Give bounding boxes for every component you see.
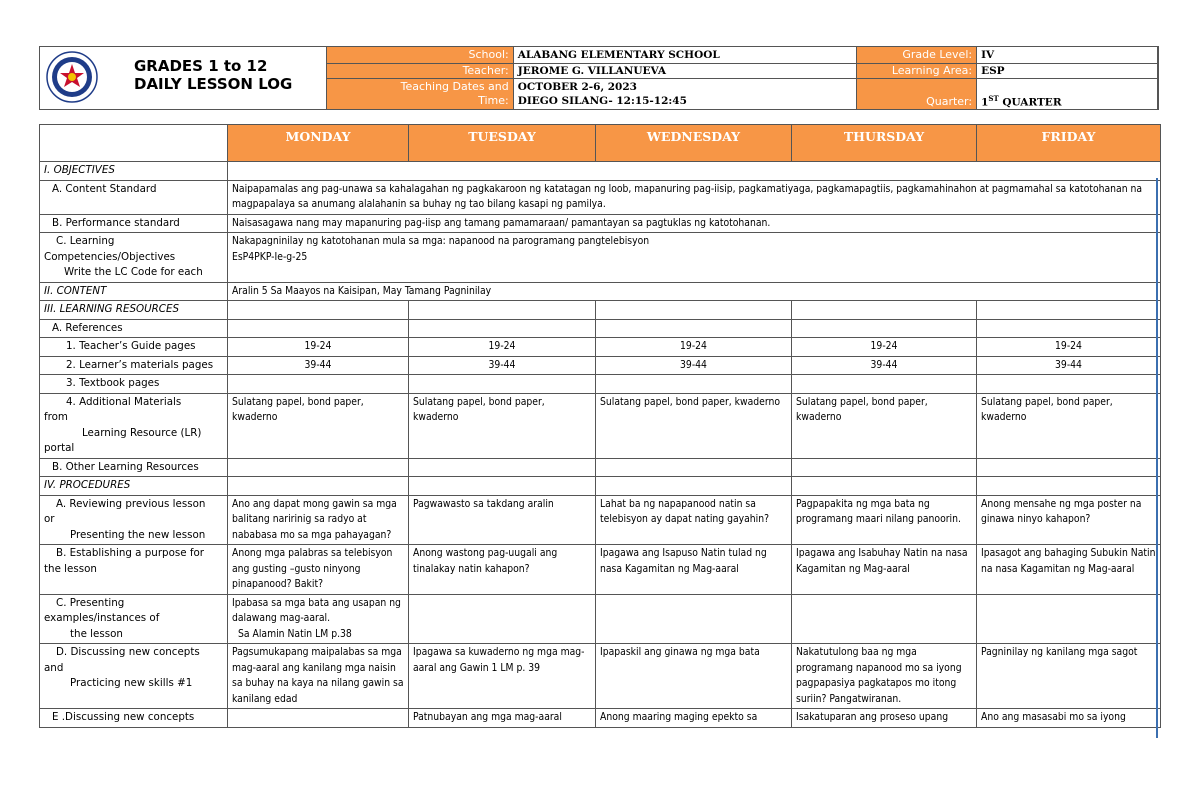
lm-pages-wednesday: 39-44 [596,356,792,375]
teaching-dates-label-line-1: Teaching Dates and [400,80,509,93]
additional-monday: Sulatang papel, bond paper, kwaderno [228,393,409,458]
day-friday: FRIDAY [977,125,1161,162]
procedure-e-friday: Ano ang masasabi mo sa iyong [977,709,1161,728]
empty-cell [409,375,596,394]
learning-resources-heading: III. LEARNING RESOURCES [40,301,228,320]
references-row [40,319,1161,338]
empty-cell [977,301,1161,320]
content-row [40,282,1161,301]
empty-cell [228,375,409,394]
procedure-d-monday: Pagsumukapang maipalabas sa mga mag-aaral ang kanilang mga naisin sa buhay na kaya na nilang gawin sa kanilang edad [228,644,409,709]
procedure-e-thursday: Isakatuparan ang proseso upang [792,709,977,728]
title-line-1: GRADES 1 to 12 [134,57,268,75]
empty-cell [977,594,1161,644]
empty-cell [596,301,792,320]
grade-level-label: Grade Level: [857,47,977,64]
additional-label-line-2: from [44,411,68,423]
procedure-d-friday: Pagninilay ng kanilang mga sagot [977,644,1161,709]
deped-seal-icon [46,51,98,103]
day-monday: MONDAY [228,125,409,162]
teacher-value: JEROME G. VILLANUEVA [513,64,856,79]
procedure-b-label [40,545,228,595]
document-title [134,57,292,93]
procedures-heading: IV. PROCEDURES [40,477,228,496]
lc-text-line-1: Nakapagninilay ng katotohanan mula sa mga: napanood na parogramang pangtelebisyon [232,235,650,247]
learners-materials-label: 2. Learner’s materials pages [40,356,228,375]
procedure-b-wednesday: Ipagawa ang Isapuso Natin tulad ng nasa Kagamitan ng Mag-aaral [596,545,792,595]
tg-pages-wednesday: 19-24 [596,338,792,357]
day-tuesday: TUESDAY [409,125,596,162]
procedure-d-label-line-2: and [44,661,64,674]
learning-competencies-label [40,233,228,283]
grade-level-value: IV [977,47,1158,64]
procedure-c-monday-line-2: Sa Alamin Natin LM p.38 [238,627,352,640]
teaching-dates-value-line-2: DIEGO SILANG- 12:15-12:45 [517,95,687,107]
content-standard-row [40,180,1161,214]
content-value: Aralin 5 Sa Maayos na Kaisipan, May Tamang Pagninilay [228,282,1161,301]
objectives-heading-blank [228,162,1161,181]
procedure-e-wednesday: Anong maaring maging epekto sa [596,709,792,728]
additional-materials-label [40,393,228,458]
title-line-2: DAILY LESSON LOG [134,75,293,93]
procedure-c-label-line-1: C. Presenting [56,596,125,609]
learning-competencies-row [40,233,1161,283]
learners-materials-row [40,356,1161,375]
procedure-b-label-line-1: B. Establishing a purpose for [56,547,205,559]
procedure-a-label-line-3: Presenting the new lesson [70,528,206,541]
school-label: School: [327,47,514,64]
learning-area-value: ESP [977,64,1158,79]
tg-pages-tuesday: 19-24 [409,338,596,357]
empty-cell [228,477,409,496]
additional-label-line-3: Learning Resource (LR) [82,426,202,439]
empty-cell [228,458,409,477]
procedure-e-tuesday: Patnubayan ang mga mag-aaral [409,709,596,728]
procedure-a-monday: Ano ang dapat mong gawin sa mga balitang naririnig sa radyo at nababasa mo sa mga pahayagan? [228,495,409,545]
empty-cell [409,458,596,477]
teaching-dates-value-line-1: OCTOBER 2-6, 2023 [517,81,637,93]
lc-label-line-2: Competencies/Objectives [44,250,176,263]
procedure-a-friday: Anong mensahe ng mga poster na ginawa ninyo kahapon? [977,495,1161,545]
empty-cell [792,375,977,394]
procedure-c-label [40,594,228,644]
procedure-b-row [40,545,1161,595]
procedures-heading-row [40,477,1161,496]
teachers-guide-label: 1. Teacher’s Guide pages [40,338,228,357]
procedure-a-label-line-2: or [44,513,55,525]
additional-label-line-4: portal [44,442,75,454]
empty-cell [792,458,977,477]
procedure-b-monday: Anong mga palabras sa telebisyon ang gusting –gusto ninyong pinapanood? Bakit? [228,545,409,595]
empty-cell [977,375,1161,394]
empty-cell [977,477,1161,496]
teacher-label: Teacher: [327,64,514,79]
objectives-heading: I. OBJECTIVES [40,162,228,181]
procedure-a-wednesday: Lahat ba ng napapanood natin sa telebisyon ay dapat nating gayahin? [596,495,792,545]
additional-friday: Sulatang papel, bond paper, kwaderno [977,393,1161,458]
procedure-c-monday [228,594,409,644]
procedure-a-row [40,495,1161,545]
quarter-ordinal: ST [988,93,999,103]
procedure-a-label-line-1: A. Reviewing previous lesson [56,497,206,510]
teaching-dates-label [327,79,514,110]
lm-pages-monday: 39-44 [228,356,409,375]
procedure-c-label-line-2: examples/instances of [44,612,160,624]
performance-standard-label: B. Performance standard [40,214,228,233]
lm-pages-thursday: 39-44 [792,356,977,375]
empty-cell [792,594,977,644]
lc-label-line-3: Write the LC Code for each [64,266,203,278]
empty-cell [977,458,1161,477]
empty-cell [596,458,792,477]
tg-pages-monday: 19-24 [228,338,409,357]
quarter-value [977,79,1158,110]
additional-wednesday: Sulatang papel, bond paper, kwaderno [596,393,792,458]
learning-resources-heading-row [40,301,1161,320]
content-standard-label: A. Content Standard [40,180,228,214]
learning-competencies-text [228,233,1161,283]
empty-cell [596,594,792,644]
procedure-d-thursday: Nakatutulong baa ng mga programang napanood mo sa iyong pagpapasiya pagkatapos mo itong suriin? Pangatwiranan. [792,644,977,709]
performance-standard-text: Naisasagawa nang may mapanuring pag-iisp ang tamang pamamaraan/ pamantayan sa pagtuklas ng katotohanan. [228,214,1161,233]
lm-pages-tuesday: 39-44 [409,356,596,375]
procedure-b-friday: Ipasagot ang bahaging Subukin Natin na nasa Kagamitan ng Mag-aaral [977,545,1161,595]
day-header-row [40,125,1161,162]
lesson-log-body [39,124,1161,785]
teaching-dates-value [513,79,856,110]
teachers-guide-row [40,338,1161,357]
school-value: ALABANG ELEMENTARY SCHOOL [513,47,856,64]
day-header-blank [40,125,228,162]
quarter-label: Quarter: [857,79,977,110]
empty-cell [792,301,977,320]
content-standard-text: Naipapamalas ang pag-unawa sa kahalagahan ng pagkakaroon ng katatagan ng loob, mapanuring pag-iisip, pagkamatiyaga, pagkamapagtiis, pagkamahinahon at pagmamahal sa katotohanan na magpapalaya sa anumang alalahanin sa buhay ng tao bilang kasapi ng pamilya. [228,180,1161,214]
day-wednesday: WEDNESDAY [596,125,792,162]
procedure-d-label [40,644,228,709]
teaching-dates-label-line-2: Time: [478,94,509,107]
daily-lesson-table [39,124,1161,728]
procedure-b-label-line-2: the lesson [44,562,97,575]
additional-tuesday: Sulatang papel, bond paper, kwaderno [409,393,596,458]
procedure-a-label [40,495,228,545]
performance-standard-row [40,214,1161,233]
procedure-b-thursday: Ipagawa ang Isabuhay Natin na nasa Kagamitan ng Mag-aaral [792,545,977,595]
empty-cell [409,477,596,496]
additional-thursday: Sulatang papel, bond paper, kwaderno [792,393,977,458]
procedure-e-label: E .Discussing new concepts [40,709,228,728]
empty-cell [596,375,792,394]
objectives-heading-row [40,162,1161,181]
day-thursday: THURSDAY [792,125,977,162]
quarter-word: QUARTER [998,96,1062,108]
other-resources-label: B. Other Learning Resources [40,458,228,477]
procedure-d-label-line-1: D. Discussing new concepts [56,646,200,658]
references-label: A. References [40,319,228,338]
procedure-a-tuesday: Pagwawasto sa takdang aralin [409,495,596,545]
other-resources-row [40,458,1161,477]
content-heading: II. CONTENT [40,282,228,301]
vertical-scrollbar[interactable] [1156,178,1158,738]
empty-cell [228,319,409,338]
procedure-c-monday-line-1: Ipabasa sa mga bata ang usapan ng dalawang mag-aaral. [232,596,401,624]
lc-label-line-1: C. Learning [56,235,115,247]
empty-cell [977,319,1161,338]
procedure-e-row [40,709,1161,728]
empty-cell [792,319,977,338]
empty-cell [409,594,596,644]
procedure-c-label-line-3: the lesson [70,627,123,640]
procedure-d-tuesday: Ipagawa sa kuwaderno ng mga mag-aaral ang Gawin 1 LM p. 39 [409,644,596,709]
lm-pages-friday: 39-44 [977,356,1161,375]
procedure-d-wednesday: Ipapaskil ang ginawa ng mga bata [596,644,792,709]
textbook-row [40,375,1161,394]
procedure-c-row [40,594,1161,644]
procedure-e-monday [228,709,409,728]
empty-cell [409,319,596,338]
procedure-d-label-line-3: Practicing new skills #1 [70,677,193,689]
empty-cell [792,477,977,496]
school-info-table [326,46,1158,110]
empty-cell [596,477,792,496]
lesson-log-header [39,46,1159,110]
quarter-number: 1 [981,96,989,108]
learning-area-label: Learning Area: [857,64,977,79]
empty-cell [409,301,596,320]
procedure-a-thursday: Pagpapakita ng mga bata ng programang maari nilang panoorin. [792,495,977,545]
textbook-label: 3. Textbook pages [40,375,228,394]
additional-materials-row [40,393,1161,458]
procedure-b-tuesday: Anong wastong pag-uugali ang tinalakay natin kahapon? [409,545,596,595]
procedure-d-row [40,644,1161,709]
empty-cell [228,301,409,320]
empty-cell [596,319,792,338]
tg-pages-thursday: 19-24 [792,338,977,357]
tg-pages-friday: 19-24 [977,338,1161,357]
additional-label-line-1: 4. Additional Materials [66,395,182,408]
lc-code: EsP4PKP-Ie-g-25 [232,250,308,263]
